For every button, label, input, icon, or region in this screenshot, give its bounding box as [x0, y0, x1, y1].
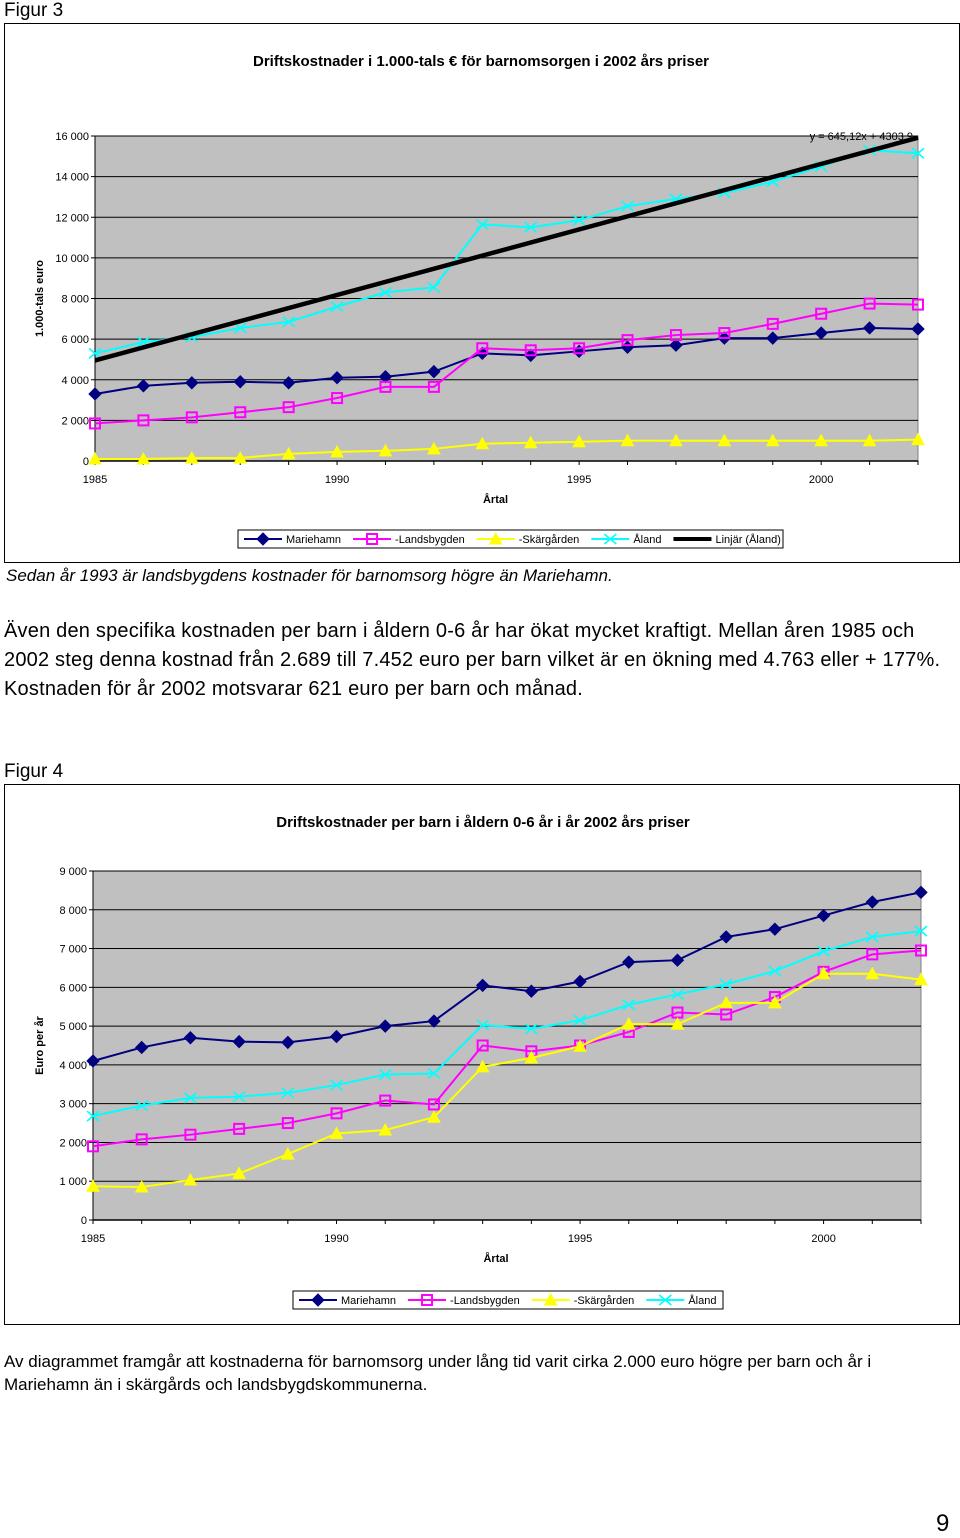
- y-tick-label: 3 000: [59, 1098, 87, 1111]
- legend-label: Åland: [633, 534, 662, 546]
- y-tick-label: 16 000: [55, 131, 89, 143]
- y-tick-label: 2 000: [61, 415, 89, 428]
- paragraph-specific-cost: Även den specifika kostnaden per barn i åldern 0-6 år har ökat mycket kraftigt. Mellan åren 1985 och 2002 steg denna kostnad från 2.689 till 7.452 euro per barn vilket är en ökning med 4.763 eller + 177%. Kostnaden för år 2002 motsvarar 621 euro per barn och månad.: [4, 620, 941, 700]
- y-axis-label: 1.000-tals euro: [34, 259, 46, 338]
- y-axis-label: Euro per år: [34, 1016, 46, 1075]
- trend-equation: y = 645,12x + 4303,9: [809, 131, 913, 143]
- figure-4-chart: [5, 785, 959, 1324]
- figure-3-caption: Sedan år 1993 är landsbygdens kostnader för barnomsorg högre än Mariehamn.: [6, 566, 613, 585]
- figure-3-label: Figur 3: [4, 0, 64, 21]
- y-tick-label: 0: [82, 456, 89, 468]
- legend-label: -Landsbygden: [395, 534, 465, 546]
- x-axis-label: Årtal: [482, 494, 509, 506]
- x-tick-label: 1990: [324, 474, 350, 486]
- legend: [293, 1291, 723, 1309]
- x-axis-label: Årtal: [483, 1253, 509, 1265]
- x-tick-label: 1985: [80, 1233, 106, 1245]
- page-number: 9: [936, 1510, 950, 1537]
- figure-4-chart-frame: [4, 784, 960, 1325]
- y-tick-label: 12 000: [55, 212, 89, 225]
- figure-4-label: Figur 4: [4, 761, 64, 782]
- figure-3-chart-frame: [4, 23, 960, 563]
- legend-label: Åland: [688, 1295, 717, 1307]
- y-tick-label: 8 000: [61, 293, 89, 306]
- paragraph-conclusion: Av diagrammet framgår att kostnaderna för barnomsorg under lång tid varit cirka 2.000 euro högre per barn och år i Mariehamn än i skärgårds och landsbygdskommunerna.: [4, 1352, 872, 1394]
- x-tick-label: 1995: [567, 1233, 593, 1245]
- y-tick-label: 1 000: [59, 1176, 87, 1189]
- x-tick-label: 1990: [324, 1233, 349, 1245]
- legend-label: -Skärgården: [573, 1295, 635, 1307]
- x-tick-label: 2000: [811, 1233, 836, 1245]
- legend-label: Mariehamn: [341, 1295, 397, 1307]
- legend-label: Mariehamn: [286, 534, 342, 546]
- y-tick-label: 4 000: [61, 374, 89, 387]
- y-tick-label: 5 000: [59, 1021, 87, 1034]
- x-tick-label: 1985: [82, 474, 108, 486]
- figure-3-chart: [5, 24, 959, 562]
- x-tick-label: 1995: [566, 474, 592, 486]
- legend-label: Linjär (Åland): [715, 534, 781, 546]
- y-tick-label: 6 000: [59, 982, 87, 995]
- legend: [238, 530, 783, 548]
- y-tick-label: 0: [80, 1215, 87, 1227]
- chart-title: Driftskostnader per barn i åldern 0-6 år i år 2002 års priser: [276, 814, 690, 831]
- y-tick-label: 8 000: [59, 904, 87, 917]
- y-tick-label: 7 000: [59, 943, 87, 956]
- legend-label: -Landsbygden: [450, 1295, 520, 1307]
- legend-label: -Skärgården: [518, 534, 580, 546]
- y-tick-label: 14 000: [55, 171, 89, 184]
- x-tick-label: 2000: [808, 474, 834, 486]
- y-tick-label: 10 000: [55, 252, 89, 265]
- y-tick-label: 2 000: [59, 1137, 87, 1150]
- chart-title: Driftskostnader i 1.000-tals € för barnomsorgen i 2002 års priser: [252, 53, 710, 70]
- y-tick-label: 4 000: [59, 1059, 87, 1072]
- y-tick-label: 6 000: [61, 334, 89, 347]
- y-tick-label: 9 000: [59, 866, 87, 878]
